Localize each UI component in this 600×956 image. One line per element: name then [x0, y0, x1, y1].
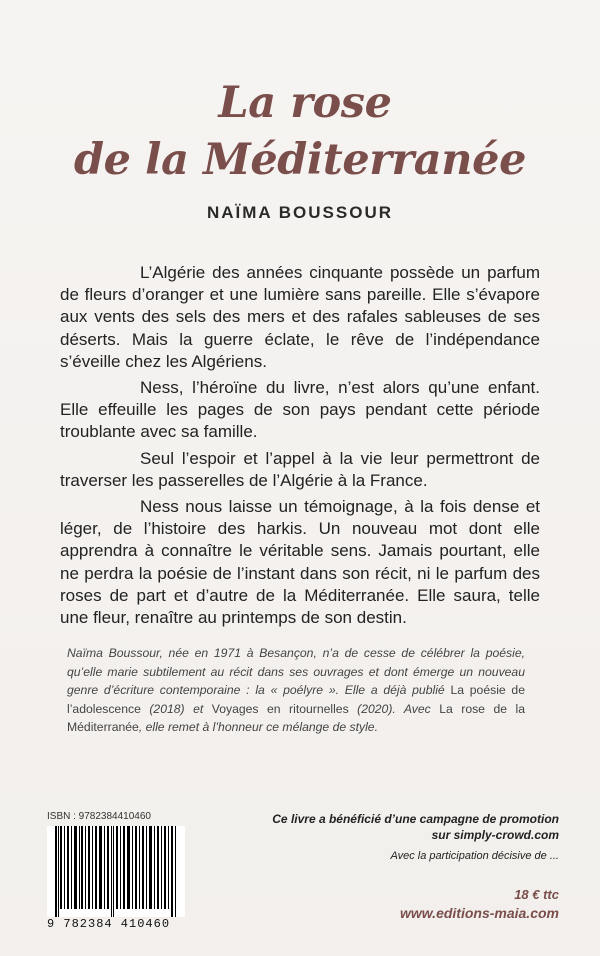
publisher-website: www.editions-maia.com [400, 905, 559, 921]
title-line-2: de la Méditerranée [73, 135, 527, 185]
synopsis-paragraph: Ness nous laisse un témoignage, à la fois dense et léger, de l’histoire des harkis. Un nouveau mot dont elle apprendra à connaître le véritable sens. Jamais pourtant, elle ne perdra la poésie de l’instant dans son récit, ni le parfum des roses de part et d’autre de la Méditerranée. Elle saura, telle une fleur, renaître au printemps de son destin. [60, 497, 540, 628]
bio-text: (2018) et [140, 701, 212, 716]
price: 18 € ttc [514, 887, 559, 902]
bio-text: , elle remet à l’honneur ce mélange de style. [138, 720, 378, 734]
participation-text: Avec la participation décisive de ... [390, 850, 559, 862]
bio-work-title: La rose de la Méditerranée [67, 701, 525, 734]
publisher-info [259, 811, 559, 921]
barcode-number: 9 782384 410460 [47, 917, 171, 931]
synopsis-paragraph: Ness, l’héroïne du livre, n’est alors qu’une enfant. Elle effeuille les pages de son pays pendant cette période troublante avec sa famille. [60, 378, 540, 442]
author-name: NAÏMA BOUSSOUR [206, 203, 394, 222]
isbn-label: ISBN : 9782384410460 [47, 811, 151, 822]
bio-text: Naïma Boussour, née en 1971 à Besançon, n’a de cesse de célébrer la poésie, qu’elle marie subtilement au récit dans ses ouvrages et dont émerge un nouveau genre d’écriture contemporaine : la « poélyre ». Elle a déjà publié [67, 646, 525, 697]
author-bio [67, 644, 525, 737]
book-title [0, 78, 600, 185]
bio-text: (2020). Avec [348, 701, 440, 716]
promotion-line-2: sur simply-crowd.com [431, 828, 559, 842]
bio-work-title: Voyages en ritournelles [211, 701, 349, 716]
synopsis [60, 262, 540, 629]
barcode [47, 826, 185, 932]
barcode-graphic [47, 826, 185, 917]
title-line-1: La rose [218, 78, 392, 128]
promotion-line-1: Ce livre a bénéficié d’une campagne de promotion [272, 812, 559, 826]
synopsis-paragraph: L’Algérie des années cinquante possède un parfum de fleurs d’oranger et une lumière sans pareille. Elle s’évapore aux vents des sels des mers et des rafales sableuses de ses déserts. Mais la guerre éclate, le rêve de l’indépendance s’éveille chez les Algériens. [60, 263, 540, 371]
promotion-text [259, 811, 559, 843]
bio-work-title: La poésie de l’adolescence [67, 683, 525, 716]
synopsis-paragraph: Seul l’espoir et l’appel à la vie leur permettront de traverser les passerelles de l’Algérie à la France. [60, 448, 540, 490]
